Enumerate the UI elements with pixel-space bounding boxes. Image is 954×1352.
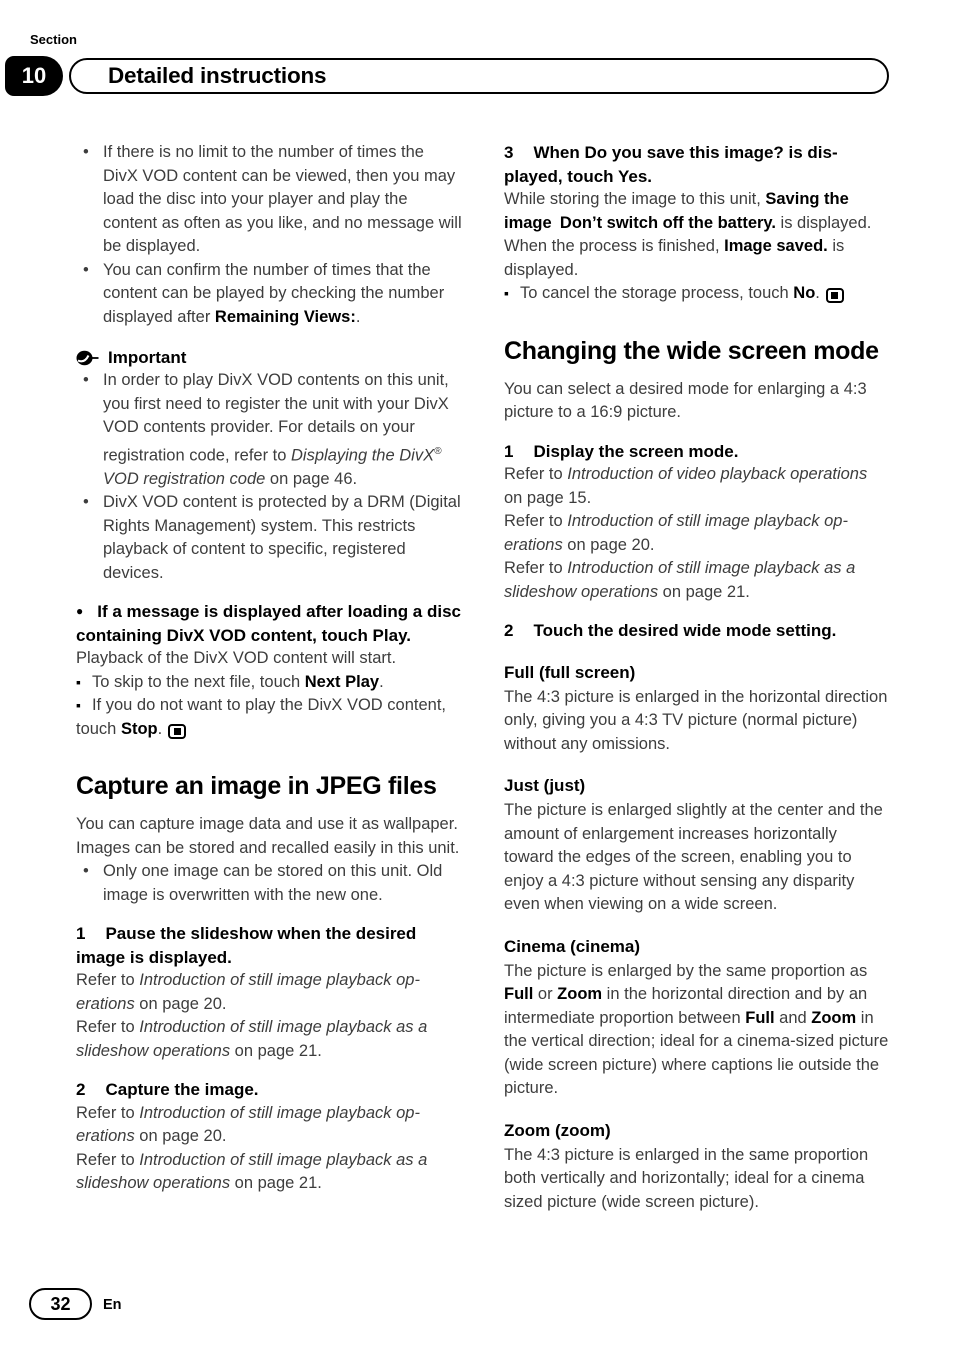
language-label: En <box>103 1297 122 1313</box>
bullet-list <box>76 860 462 907</box>
left-column <box>76 141 462 1214</box>
paragraph: Refer to Introduction of still image playback operations on page 20. <box>76 971 420 1013</box>
bullet-list <box>76 141 462 329</box>
page-title <box>69 58 889 94</box>
right-column <box>504 141 890 1214</box>
paragraph: You can select a desired mode for enlarging a 4:3 picture to a 16:9 picture. <box>504 379 867 421</box>
sub-heading: Full (full screen) <box>504 662 636 682</box>
end-of-section-icon-inner <box>831 292 838 299</box>
paragraph: Refer to Introduction of still image playback as a slideshow operations on page 21. <box>76 1018 428 1060</box>
paragraph: Refer to Introduction of still image playback operations on page 20. <box>76 1103 420 1145</box>
step-number: 1 <box>504 441 514 461</box>
paragraph: Refer to Introduction of still image playback as a slideshow operations on page 21. <box>76 1150 428 1192</box>
section-number-badge <box>5 56 63 96</box>
section-number: 10 <box>21 63 47 88</box>
step-number: 2 <box>76 1080 86 1099</box>
section-label: Section <box>30 32 77 47</box>
content-columns <box>76 141 890 1214</box>
paragraph: You can capture image data and use it as wallpaper. Images can be stored and recalled easily in this unit. <box>76 815 460 857</box>
bullet-list <box>76 369 462 585</box>
important-icon <box>76 350 99 366</box>
sub-heading: Zoom (zoom) <box>504 1120 611 1140</box>
page-number: 32 <box>50 1293 71 1314</box>
square-bullet: ▪ <box>76 673 81 690</box>
action-bullet: ● <box>76 604 84 618</box>
step-line: 2 Touch the desired wide mode setting. <box>504 621 837 640</box>
paragraph: Refer to Introduction of still image playback operations on page 20. <box>504 512 848 554</box>
paragraph: Refer to Introduction of video playback operations on page 15. <box>504 465 868 507</box>
step-line: 1 Pause the slideshow when the desired image is displayed. <box>76 924 417 967</box>
bullet-item: • In order to play DivX VOD contents on this unit, you first need to register the unit with your DivX VOD contents provider. For details on your registration code, refer to Displaying the DivX® VOD registration code on page 46. <box>76 369 462 491</box>
action-line: ● If a message is displayed after loading a disc containing DivX VOD content, touch Play. <box>76 602 461 645</box>
page-number-badge <box>29 1288 92 1320</box>
end-of-section-icon <box>168 724 186 739</box>
bullet-item: • DivX VOD content is protected by a DRM (Digital Rights Management) system. This restricts playback of content to specific, registered devices. <box>76 491 462 585</box>
sub-heading: Just (just) <box>504 776 586 795</box>
step-number: 1 <box>76 924 86 943</box>
sub-instruction: ▪ To cancel the storage process, touch No. <box>504 282 890 306</box>
note-header <box>76 348 462 368</box>
section-heading: Capture an image in JPEG files <box>76 772 437 800</box>
bullet-item: • You can confirm the number of times that the content can be played by checking the number displayed after Remaining Views:. <box>76 259 462 330</box>
square-bullet: ▪ <box>504 285 509 301</box>
end-of-section-icon <box>826 288 844 303</box>
step-number: 3 <box>504 143 514 162</box>
step-number: 2 <box>504 621 514 640</box>
bullet-item: • If there is no limit to the number of times the DivX VOD content can be viewed, then you may load the disc into your player and play the content as often as you like, and no message will be displayed. <box>76 141 462 259</box>
note-label: Important <box>108 348 187 367</box>
step-line: 3 When Do you save this image? is displayed, touch Yes. <box>504 143 838 186</box>
page-title-text: Detailed instructions <box>108 63 327 88</box>
sub-instruction: ▪ If you do not want to play the DivX VOD content, touch Stop. <box>76 696 446 738</box>
paragraph: While storing the image to this unit, Saving the image Don’t switch off the battery. is displayed. When the process is finished, Image saved. is displayed. <box>504 190 872 279</box>
paragraph: The 4:3 picture is enlarged in the horizontal direction only, giving you a 4:3 TV picture (normal picture) without any omissions. <box>504 687 888 753</box>
square-bullet: ▪ <box>76 697 81 713</box>
paragraph: The picture is enlarged slightly at the center and the amount of enlargement increases horizontally toward the edges of the screen, enabling you to enjoy a 4:3 picture without sensing any disparity even when viewing on a wide screen. <box>504 801 883 913</box>
step-line: 2 Capture the image. <box>76 1080 259 1099</box>
sub-heading: Cinema (cinema) <box>504 936 641 956</box>
paragraph: Refer to Introduction of still image playback as a slideshow operations on page 21. <box>504 559 856 601</box>
sub-instruction: ▪ To skip to the next file, touch Next Play. <box>76 672 384 691</box>
step-line: 1 Display the screen mode. <box>504 441 739 461</box>
end-of-section-icon-inner <box>174 728 181 735</box>
paragraph: The 4:3 picture is enlarged in the same proportion both vertically and horizontally; ideal for a cinema sized picture (wide screen picture). <box>504 1145 869 1211</box>
important-note <box>76 348 462 585</box>
paragraph: Playback of the DivX VOD content will start. <box>76 649 397 667</box>
section-heading: Changing the wide screen mode <box>504 336 879 365</box>
paragraph: The picture is enlarged by the same proportion as Full or Zoom in the horizontal direction and by an intermediate proportion between Full and Zoom in the vertical direction; ideal for a cinema-sized picture (wide screen picture) where captions lie outside the picture. <box>504 961 889 1097</box>
bullet-item: • Only one image can be stored on this unit. Old image is overwritten with the new one. <box>76 860 462 907</box>
